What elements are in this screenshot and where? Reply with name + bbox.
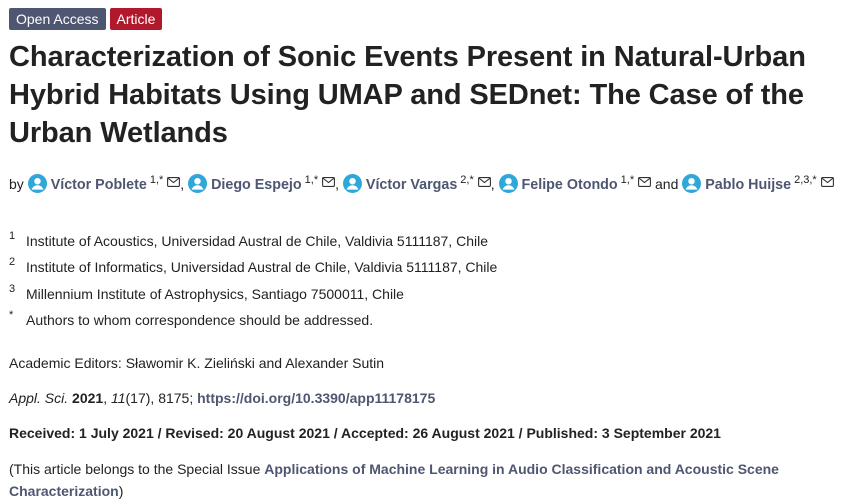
- citation-line: Appl. Sci. 2021, 11(17), 8175; https://doi.org/10.3390/app11178175: [9, 390, 436, 406]
- author-name-link[interactable]: Víctor Vargas: [365, 177, 458, 193]
- author-name-link[interactable]: Diego Espejo: [211, 177, 302, 193]
- author-affiliation-sup: 1,*: [620, 174, 635, 186]
- academic-editors: Academic Editors: Sławomir K. Zieliński and Alexander Sutin: [9, 355, 385, 371]
- special-issue-suffix: ): [118, 483, 124, 499]
- email-icon[interactable]: [478, 177, 491, 187]
- author-name-link[interactable]: Felipe Otondo: [521, 177, 618, 193]
- email-icon[interactable]: [638, 177, 651, 187]
- author-name-link[interactable]: Pablo Huijse: [705, 177, 792, 193]
- author-entry: [499, 176, 652, 192]
- special-issue-note: [9, 458, 844, 502]
- badge-group: [9, 8, 162, 30]
- citation-volume: 11: [110, 390, 126, 406]
- email-icon[interactable]: [821, 177, 834, 187]
- author-affiliation-sup: 2,*: [460, 174, 474, 186]
- publication-dates: Received: 1 July 2021 / Revised: 20 August 2021 / Accepted: 26 August 2021 / Published: 3 September 2021: [9, 425, 721, 441]
- affiliation-text: Millennium Institute of Astrophysics, Santiago 7500011, Chile: [26, 285, 404, 302]
- affiliation-number: 2: [9, 256, 16, 269]
- affiliation-number: *: [9, 308, 14, 321]
- citation-issue: (17), 8175;: [125, 390, 194, 406]
- author-avatar-icon: [188, 174, 207, 193]
- author-and: and: [655, 176, 679, 192]
- journal-name: Appl. Sci.: [9, 390, 69, 406]
- article-type-badge: Article: [110, 8, 163, 30]
- article-title: Characterization of Sonic Events Present in Natural-Urban Hybrid Habitats Using UMAP and SEDnet: The Case of the Urban Wetlands: [9, 41, 806, 149]
- author-name-link[interactable]: Víctor Poblete: [50, 177, 147, 193]
- author-avatar-icon: [343, 174, 362, 193]
- author-separator: ,: [490, 176, 495, 192]
- citation-year: 2021: [72, 390, 104, 406]
- email-icon[interactable]: [167, 177, 180, 187]
- author-affiliation-sup: 1,*: [149, 174, 164, 186]
- author-separator: ,: [335, 176, 340, 192]
- author-entry: [682, 176, 833, 192]
- doi-link[interactable]: https://doi.org/10.3390/app11178175: [197, 390, 436, 406]
- open-access-badge[interactable]: Open Access: [9, 8, 106, 30]
- affiliation-number: 1: [9, 230, 16, 242]
- special-issue-prefix: (This article belongs to the Special Issue: [9, 461, 261, 477]
- author-separator: ,: [180, 176, 185, 192]
- email-icon[interactable]: [322, 177, 335, 187]
- author-entry: [28, 176, 181, 192]
- affiliation-text: Institute of Informatics, Universidad Austral de Chile, Valdivia 5111187, Chile: [26, 259, 498, 276]
- special-issue-link[interactable]: Applications of Machine Learning in Audio Classification and Acoustic Scene Characterization: [9, 461, 779, 499]
- author-avatar-icon: [682, 174, 701, 193]
- affiliation-number: 3: [9, 282, 16, 295]
- author-avatar-icon: [499, 174, 518, 193]
- by-label: by: [9, 176, 24, 192]
- author-affiliation-sup: 2,3,*: [794, 174, 817, 186]
- affiliation-text: Institute of Acoustics, Universidad Austral de Chile, Valdivia 5111187, Chile: [26, 233, 488, 249]
- author-affiliation-sup: 1,*: [304, 174, 319, 186]
- author-entry: [343, 176, 491, 192]
- author-list: [9, 172, 844, 197]
- affiliation-text: Authors to whom correspondence should be addressed.: [26, 311, 374, 328]
- author-avatar-icon: [28, 174, 47, 193]
- author-entry: [188, 176, 335, 192]
